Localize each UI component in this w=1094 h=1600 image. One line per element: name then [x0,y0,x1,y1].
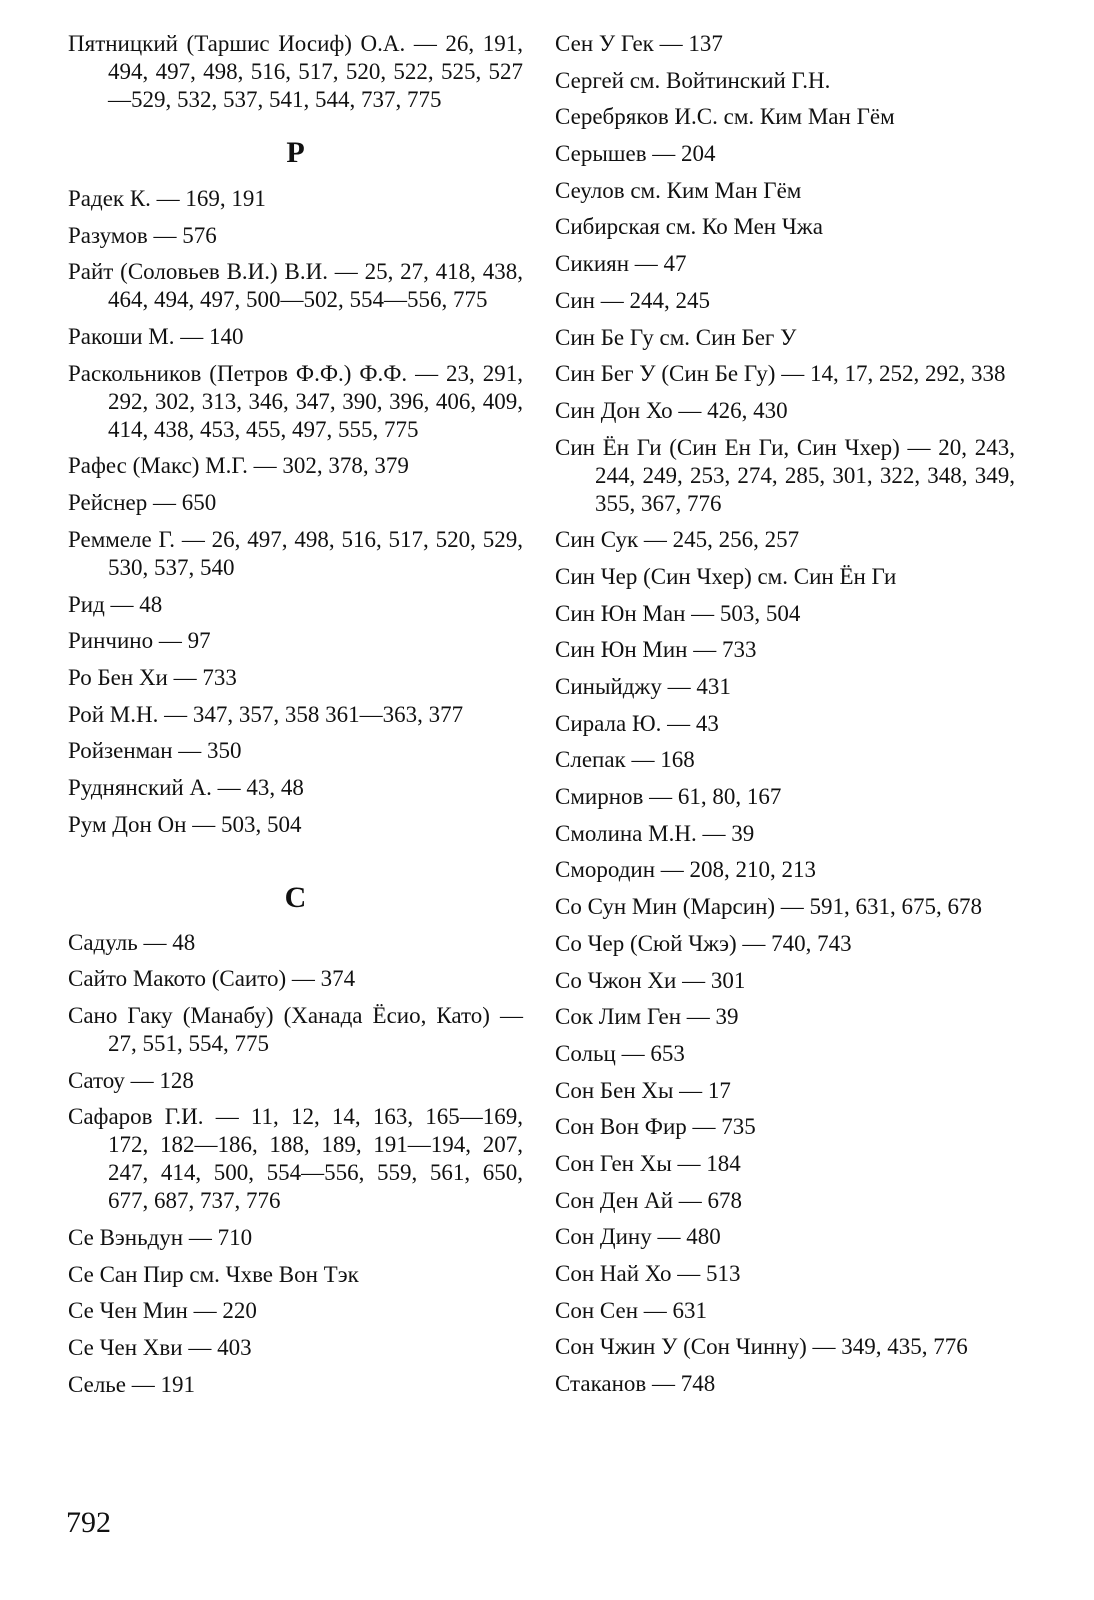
index-entry: Рейснер — 650 [68,490,217,516]
index-entry: Сон Най Хо — 513 [555,1261,741,1286]
index-entry: Смирнов — 61, 80, 167 [555,784,782,810]
entry-list-r [68,185,523,839]
index-entry: Син Ён Ги (Син Ен Ги, Син Чхер) — 20, 243, 244, 249, 253, 274, 285, 301, 322, 348, 349, 355, 367, 776 [555,434,1015,516]
index-entry: Син Юн Мин — 733 [555,637,757,663]
index-entry: Син Юн Ман — 503, 504 [555,600,801,626]
index-entry: Пятницкий (Таршис Иосиф) О.А. — 26, 191, 494, 497, 498, 516, 517, 520, 522, 525, 527—529, 532, 537, 541, 544, 737, 775 [68,31,523,112]
index-entry: Сано Гаку (Манабу) (Ханада Ёсио, Като) — 27, 551, 554, 775 [68,1003,523,1056]
index-entry: Селье — 191 [68,1371,196,1397]
index-entry: Сайто Макото (Саито) — 374 [68,966,356,992]
index-entry: Се Чен Мин — 220 [68,1298,257,1324]
index-entry: Сон Дину — 480 [555,1224,721,1250]
index-entry: Рум Дон Он — 503, 504 [68,811,302,837]
index-entry: Смолина М.Н. — 39 [555,820,755,846]
entry-list-right [555,30,1015,1398]
index-entry: Рафес (Макс) М.Г. — 302, 378, 379 [68,453,409,479]
index-entry: Сон Ген Хы — 184 [555,1150,741,1176]
index-entry: Сафаров Г.И. — 11, 12, 14, 163, 165—169, 172, 182—186, 188, 189, 191—194, 207, 247, 414, 500, 554—556, 559, 561, 650, 677, 687, 737, 776 [68,1104,523,1214]
index-entry: Со Чер (Сюй Чжэ) — 740, 743 [555,930,852,956]
index-entry: Се Сан Пир см. Чхве Вон Тэк [68,1261,359,1287]
index-entry: Сикиян — 47 [555,251,687,277]
index-entry: Син Дон Хо — 426, 430 [555,397,788,423]
index-entry: Сирала Ю. — 43 [555,710,719,736]
index-entry: Сатоу — 128 [68,1067,194,1093]
index-entry: Смородин — 208, 210, 213 [555,857,817,883]
entry-list-top [68,30,523,114]
section-letter-r: Р [286,136,305,169]
index-entry: Ро Бен Хи — 733 [68,664,237,690]
index-entry: Сон Бен Хы — 17 [555,1077,731,1103]
index-entry: Райт (Соловьев В.И.) В.И. — 25, 27, 418, 438, 464, 494, 497, 500—502, 554—556, 775 [68,259,523,313]
index-entry: Рид — 48 [68,591,163,617]
index-entry: Син — 244, 245 [555,287,710,313]
index-entry: Се Вэньдун — 710 [68,1225,253,1251]
index-entry: Руднянский А. — 43, 48 [68,774,304,800]
index-entry: Сеулов см. Ким Ман Гём [555,177,802,203]
index-entry: Син Сук — 245, 256, 257 [555,527,800,553]
index-entry: Стаканов — 748 [555,1371,716,1397]
index-entry: Разумов — 576 [68,222,217,248]
index-entry: Син Бе Гу см. Син Бег У [555,324,797,350]
index-entry: Со Сун Мин (Марсин) — 591, 631, 675, 678 [555,894,983,920]
index-entry: Се Чен Хви — 403 [68,1335,252,1361]
index-entry: Сольц — 653 [555,1040,685,1066]
index-entry: Ракоши М. — 140 [68,324,244,350]
index-entry: Сон Сен — 631 [555,1297,708,1323]
index-entry: Сибирская см. Ко Мен Чжа [555,214,823,240]
index-entry: Синыйджу — 431 [555,674,731,699]
index-entry: Рой М.Н. — 347, 357, 358 361—363, 377 [68,701,464,727]
index-entry: Ринчино — 97 [68,628,211,654]
section-letter-s: С [284,880,307,914]
left-column [68,30,523,1408]
page-number: 792 [66,1506,111,1539]
index-entry: Серебряков И.С. см. Ким Ман Гём [555,104,895,130]
index-entry: Садуль — 48 [68,929,196,955]
index-entry: Сон Ден Ай — 678 [555,1187,743,1213]
index-entry: Сон Вон Фир — 735 [555,1114,756,1140]
index-entry: Сен У Гек — 137 [555,31,723,56]
index-entry: Реммеле Г. — 26, 497, 498, 516, 517, 520, 529, 530, 537, 540 [68,526,523,580]
index-entry: Син Чер (Син Чхер) см. Син Ён Ги [555,563,897,589]
index-entry: Серышев — 204 [555,141,716,167]
entry-list-s [68,929,523,1399]
index-entry: Раскольников (Петров Ф.Ф.) Ф.Ф. — 23, 291, 292, 302, 313, 346, 347, 390, 396, 406, 409, 414, 438, 453, 455, 497, 555, 775 [68,360,523,442]
index-entry: Радек К. — 169, 191 [68,186,266,211]
index-entry: Сергей см. Войтинский Г.Н. [555,67,831,93]
index-entry: Сон Чжин У (Сон Чинну) — 349, 435, 776 [555,1334,968,1360]
index-entry: Ройзенман — 350 [68,738,242,764]
index-entry: Со Чжон Хи — 301 [555,967,746,993]
index-entry: Син Бег У (Син Бе Гу) — 14, 17, 252, 292, 338 [555,361,1006,387]
right-column [555,30,1015,1407]
index-entry: Слепак — 168 [555,747,695,773]
index-entry: Сок Лим Ген — 39 [555,1004,739,1030]
